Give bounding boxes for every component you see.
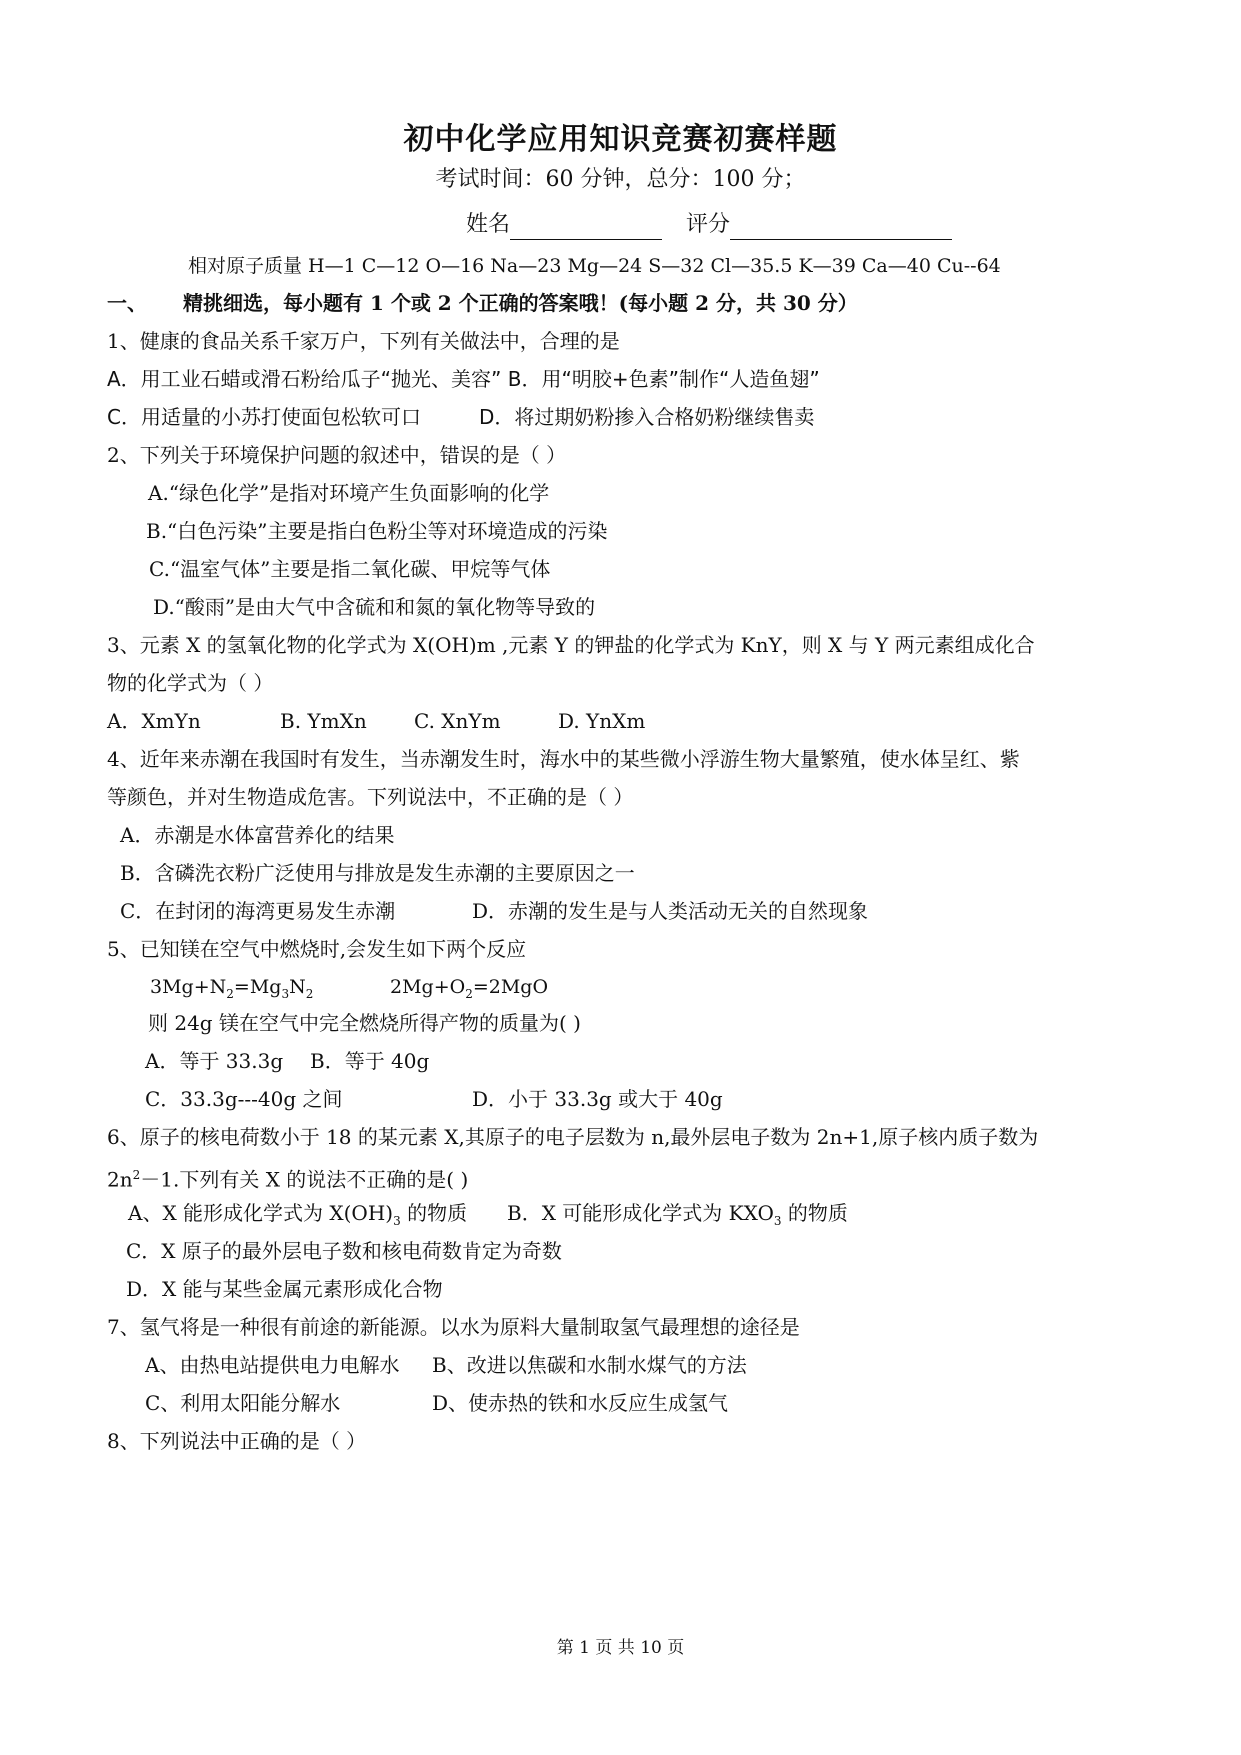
q5-stem: 5、已知镁在空气中燃烧时,会发生如下两个反应 bbox=[107, 937, 527, 961]
q3-option-b: B. YmXn bbox=[280, 709, 367, 733]
exam-info: 考试时间：60 分钟，总分：100 分； bbox=[435, 167, 806, 192]
q5-equation-1: $3Mg+N_2=Mg_3N_2$ bbox=[150, 976, 314, 1001]
q3-option-c: C. XnYm bbox=[414, 709, 501, 733]
q7-option-d: D、使赤热的铁和水反应生成氢气 bbox=[432, 1391, 729, 1415]
name-score-row bbox=[466, 210, 952, 240]
section-1-header bbox=[107, 290, 858, 316]
q4-stem-line2: 等颜色，并对生物造成危害。下列说法中，不正确的是（ ） bbox=[107, 785, 634, 809]
q6-stem-line1: 6、原子的核电荷数小于 18 的某元素 X,其原子的电子层数为 n,最外层电子数为 2n+1,原子核内质子数为 bbox=[107, 1125, 1039, 1149]
section-1-number: 一、 bbox=[107, 291, 147, 315]
q4-option-a: A．赤潮是水体富营养化的结果 bbox=[120, 823, 395, 847]
q5-equation-2: $2Mg+O_2=2MgO$ bbox=[390, 976, 549, 1001]
q5-option-b: B．等于 40g bbox=[310, 1049, 430, 1073]
name-label: 姓名 bbox=[466, 212, 511, 237]
score-blank bbox=[730, 215, 952, 240]
q5-option-c: C．33.3g---40g 之间 bbox=[145, 1087, 343, 1111]
q2-option-a: A.“绿色化学”是指对环境产生负面影响的化学 bbox=[148, 481, 550, 505]
q3-option-d: D. YnXm bbox=[558, 709, 646, 733]
page-title: 初中化学应用知识竞赛初赛样题 bbox=[403, 122, 838, 157]
q3-stem-line1: 3、元素 X 的氢氧化物的化学式为 X(OH)m ,元素 Y 的钾盐的化学式为 KnY，则 X 与 Y 两元素组成化合 bbox=[107, 633, 1035, 657]
q1-stem: 1、健康的食品关系千家万户，下列有关做法中，合理的是 bbox=[107, 329, 620, 353]
q2-option-d: D.“酸雨”是由大气中含硫和和氮的氧化物等导致的 bbox=[153, 595, 596, 619]
atomic-masses: 相对原子质量 H—1 C—12 O—16 Na—23 Mg—24 S—32 Cl—35.5 K—39 Ca—40 Cu--64 bbox=[188, 255, 1001, 277]
q2-option-b: B.“白色污染”主要是指白色粉尘等对环境造成的污染 bbox=[146, 519, 608, 543]
q5-question: 则 24g 镁在空气中完全燃烧所得产物的质量为( ) bbox=[148, 1011, 581, 1035]
q4-option-b: B．含磷洗衣粉广泛使用与排放是发生赤潮的主要原因之一 bbox=[120, 861, 635, 885]
q5-option-d: D．小于 33.3g 或大于 40g bbox=[472, 1087, 723, 1111]
q7-option-b: B、改进以焦碳和水制水煤气的方法 bbox=[432, 1353, 747, 1377]
q2-stem: 2、下列关于环境保护问题的叙述中，错误的是（ ） bbox=[107, 443, 567, 467]
q2-option-c: C.“温室气体”主要是指二氧化碳、甲烷等气体 bbox=[149, 557, 551, 581]
q6-option-d: D．X 能与某些金属元素形成化合物 bbox=[126, 1277, 443, 1301]
q4-option-d: D．赤潮的发生是与人类活动无关的自然现象 bbox=[472, 899, 869, 923]
q3-option-a: A．XmYn bbox=[107, 709, 201, 733]
q7-option-a: A、由热电站提供电力电解水 bbox=[145, 1353, 400, 1377]
q1-option-c: C．用适量的小苏打使面包松软可口 bbox=[107, 405, 421, 429]
name-blank bbox=[510, 215, 662, 240]
score-label: 评分 bbox=[686, 212, 731, 237]
q1-option-d: D．将过期奶粉掺入合格奶粉继续售卖 bbox=[479, 405, 815, 429]
q7-option-c: C、利用太阳能分解水 bbox=[145, 1391, 341, 1415]
q6-option-a: A、X 能形成化学式为 $X(OH)_3$ 的物质 bbox=[128, 1201, 468, 1228]
q6-option-c: C．X 原子的最外层电子数和核电荷数肯定为奇数 bbox=[126, 1239, 562, 1263]
q6-option-b: B．X 可能形成化学式为 $KXO_3$ 的物质 bbox=[507, 1201, 848, 1228]
q6-stem-line2: $2n^2-1$.下列有关 X 的说法不正确的是( ) bbox=[107, 1167, 469, 1192]
q5-option-a: A．等于 33.3g bbox=[145, 1049, 284, 1073]
q8-stem: 8、下列说法中正确的是（ ） bbox=[107, 1429, 367, 1453]
page-footer: 第 1 页 共 10 页 bbox=[556, 1638, 685, 1658]
q7-stem: 7、氢气将是一种很有前途的新能源。以水为原料大量制取氢气最理想的途径是 bbox=[107, 1315, 800, 1339]
q4-stem-line1: 4、近年来赤潮在我国时有发生，当赤潮发生时，海水中的某些微小浮游生物大量繁殖，使水体呈红、紫 bbox=[107, 747, 1020, 771]
q3-stem-line2: 物的化学式为（ ） bbox=[107, 671, 274, 695]
q4-option-c: C．在封闭的海湾更易发生赤潮 bbox=[120, 899, 396, 923]
section-1-text: 精挑细选，每小题有 1 个或 2 个正确的答案哦！(每小题 2 分，共 30 分） bbox=[183, 291, 858, 315]
q1-options-ab: A．用工业石蜡或滑石粉给瓜子“抛光、美容” B．用“明胶+色素”制作“人造鱼翅” bbox=[107, 367, 820, 391]
